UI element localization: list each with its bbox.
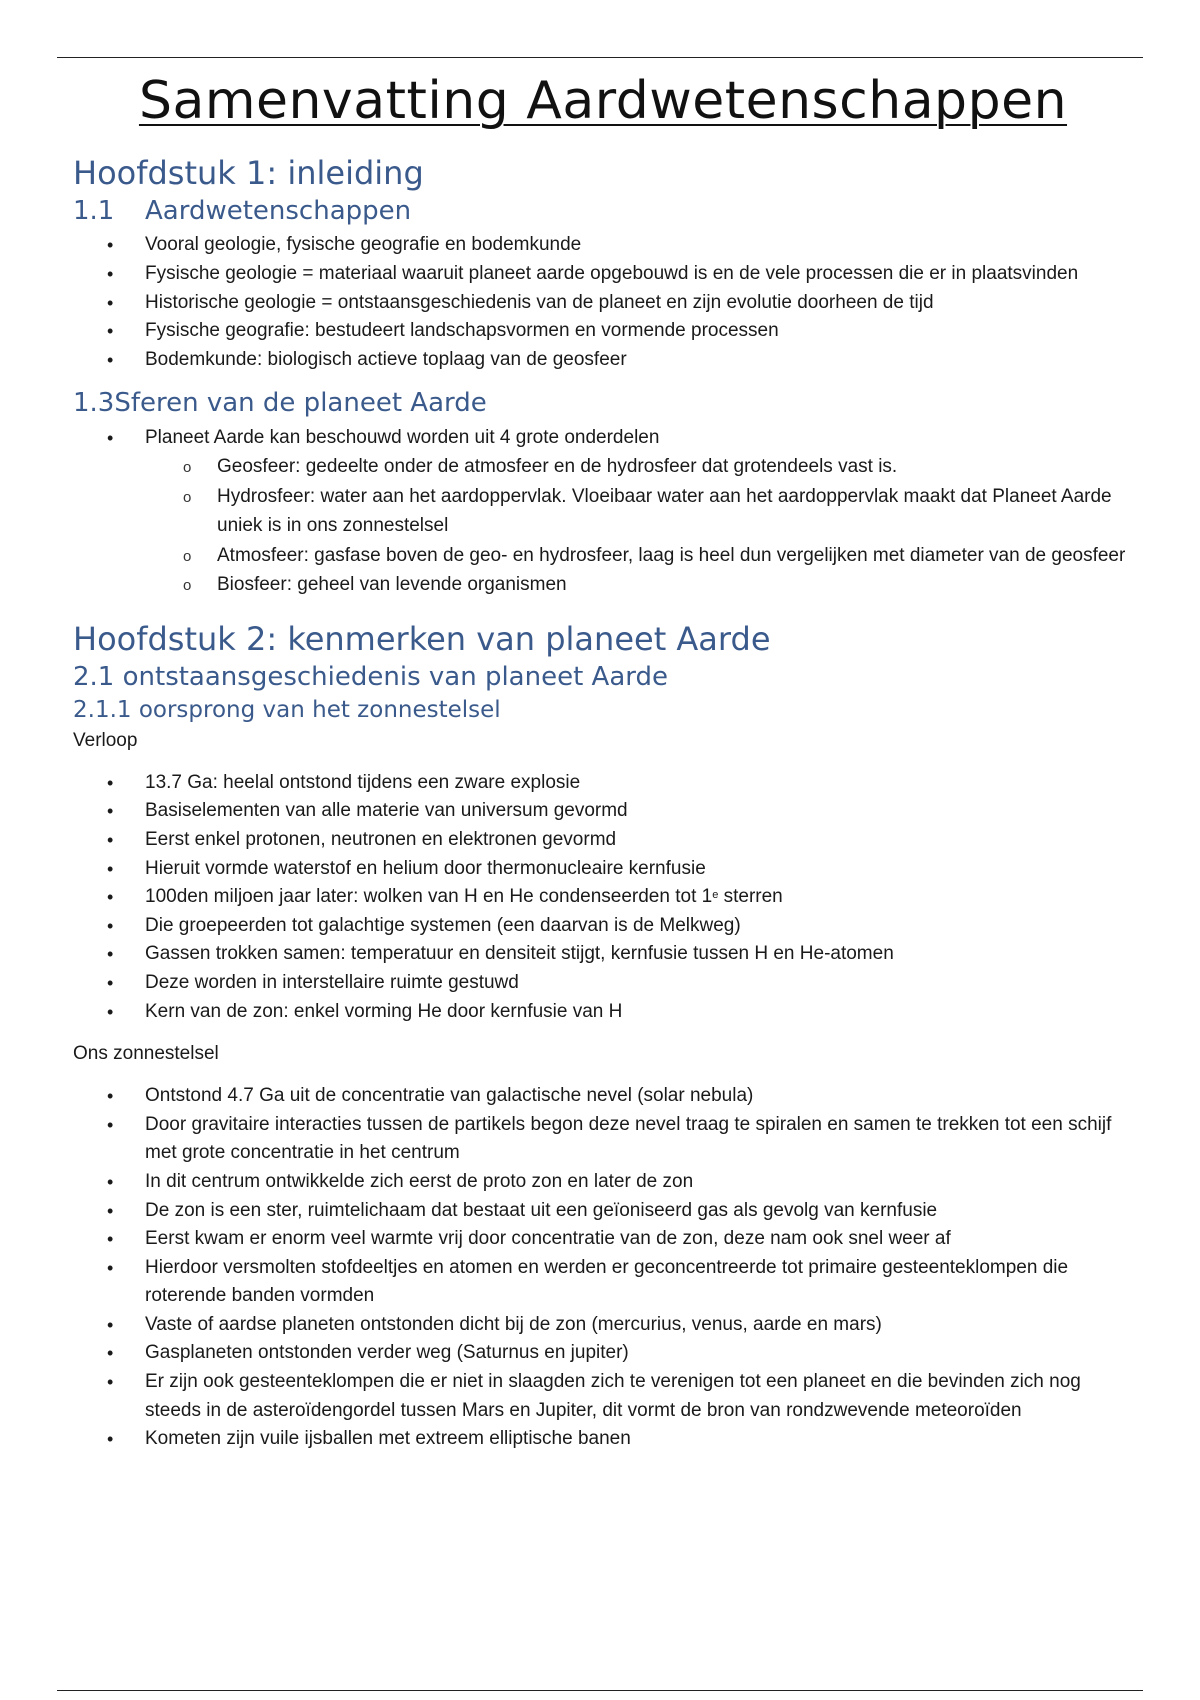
spheres-sublist [145,452,1133,600]
bullet-icon: • [107,1372,114,1393]
list-item: • 100den miljoen jaar later: wolken van H en He condenseerden tot 1e sterren [73,883,1133,912]
bullet-icon: • [107,1086,114,1107]
circle-bullet-icon: o [183,488,192,506]
section-1-3-heading: 1.3Sferen van de planeet Aarde [73,388,487,419]
circle-bullet-icon: o [183,547,192,565]
document-page [73,72,1133,1466]
list-item: • Door gravitaire interacties tussen de partikels begon deze nevel traag te spiralen en samen te trekken tot een schijf met grote concentratie in het centrum [73,1111,1133,1168]
bullet-icon: • [107,801,114,822]
ons-zonnestelsel-label: Ons zonnestelsel [73,1043,219,1065]
list-item: • 13.7 Ga: heelal ontstond tijdens een zware explosie [73,769,1133,798]
section-2-1-heading: 2.1 ontstaansgeschiedenis van planeet Aarde [73,662,668,693]
section-1-1-heading [73,196,1133,227]
bullet-icon: • [107,1200,114,1221]
list-item: • Vaste of aardse planeten ontstonden dicht bij de zon (mercurius, venus, aarde en mars) [73,1311,1133,1340]
list-item: • Bodemkunde: biologisch actieve toplaag van de geosfeer [73,346,1133,375]
list-item: • Die groepeerden tot galachtige systemen (een daarvan is de Melkweg) [73,912,1133,941]
list-item: • Eerst kwam er enorm veel warmte vrij door concentratie van de zon, deze nam ook snel weer af [73,1225,1133,1254]
bullet-icon: • [107,829,114,850]
section-1-3-list [73,424,1133,600]
list-item: • Kern van de zon: enkel vorming He door kernfusie van H [73,998,1133,1027]
bullet-icon: • [107,349,114,370]
bullet-icon: • [107,1229,114,1250]
bullet-icon: • [107,1171,114,1192]
bullet-icon: • [107,1343,114,1364]
verloop-list [73,769,1133,1026]
bullet-icon: • [107,915,114,936]
list-item: • Historische geologie = ontstaansgeschiedenis van de planeet en zijn evolutie doorheen de tijd [73,289,1133,318]
sublist-item: o Biosfeer: geheel van levende organismen [145,570,1133,600]
bullet-icon: • [107,972,114,993]
list-item: • Kometen zijn vuile ijsballen met extreem elliptische banen [73,1425,1133,1454]
list-item: • In dit centrum ontwikkelde zich eerst de proto zon en later de zon [73,1168,1133,1197]
list-item: • Hieruit vormde waterstof en helium door thermonucleaire kernfusie [73,855,1133,884]
bullet-icon: • [107,1114,114,1135]
list-item: • Vooral geologie, fysische geografie en bodemkunde [73,231,1133,260]
top-rule [57,57,1143,58]
bullet-icon: • [107,858,114,879]
list-item: • Planeet Aarde kan beschouwd worden uit 4 grote onderdelen o Geosfeer: gedeelte onder de atmosfeer en de hydrosfeer dat grotendeels vast is. o Hydrosfeer: water aan het aardoppervlak. Vloeibaar water aan het aardoppervlak maakt dat Planeet Aarde uniek is in ons zonnestelsel o Atmosfeer: gasfase boven de geo- en hydrosfeer, laag is heel dun vergelijken met diameter van de geosfeer o Biosfeer: geheel van levende organismen [73,424,1133,600]
bullet-icon: • [107,887,114,908]
list-item: • Hierdoor versmolten stofdeeltjes en atomen en werden er geconcentreerde tot primaire gesteenteklompen die roterende banden vormden [73,1254,1133,1311]
sublist-item: o Atmosfeer: gasfase boven de geo- en hydrosfeer, laag is heel dun vergelijken met diameter van de geosfeer [145,541,1133,571]
bullet-icon: • [107,321,114,342]
list-item: • De zon is een ster, ruimtelichaam dat bestaat uit een geïoniseerd gas als gevolg van kernfusie [73,1197,1133,1226]
document-title: Samenvatting Aardwetenschappen [138,71,1068,131]
section-2-1-1-heading: 2.1.1 oorsprong van het zonnestelsel [73,697,501,724]
list-item: • Fysische geografie: bestudeert landschapsvormen en vormende processen [73,317,1133,346]
circle-bullet-icon: o [183,459,192,477]
circle-bullet-icon: o [183,577,192,595]
list-item: • Ontstond 4.7 Ga uit de concentratie van galactische nevel (solar nebula) [73,1082,1133,1111]
chapter-2-heading: Hoofdstuk 2: kenmerken van planeet Aarde [73,619,771,658]
chapter-1-heading: Hoofdstuk 1: inleiding [73,153,424,192]
zonnestelsel-list [73,1082,1133,1454]
bullet-icon: • [107,235,114,256]
verloop-label: Verloop [73,729,138,751]
bullet-icon: • [107,1314,114,1335]
bottom-rule [57,1690,1143,1691]
bullet-icon: • [107,1257,114,1278]
bullet-icon: • [107,263,114,284]
bullet-icon: • [107,772,114,793]
list-item: • Er zijn ook gesteenteklompen die er niet in slaagden zich te verenigen tot een planeet en die bevinden zich nog steeds in de asteroïdengordel tussen Mars en Jupiter, dit vormt de bron van rondzwevende meteoroïden [73,1368,1133,1425]
list-item: • Eerst enkel protonen, neutronen en elektronen gevormd [73,826,1133,855]
list-item: • Fysische geologie = materiaal waaruit planeet aarde opgebouwd is en de vele processen die er in plaatsvinden [73,260,1133,289]
section-1-1-number: 1.1 [73,196,115,227]
list-item: • Gasplaneten ontstonden verder weg (Saturnus en jupiter) [73,1339,1133,1368]
bullet-icon: • [107,292,114,313]
sublist-item: o Geosfeer: gedeelte onder de atmosfeer en de hydrosfeer dat grotendeels vast is. [145,452,1133,482]
bullet-icon: • [107,427,114,448]
bullet-icon: • [107,1429,114,1450]
section-1-1-list [73,231,1133,374]
list-item: • Deze worden in interstellaire ruimte gestuwd [73,969,1133,998]
bullet-icon: • [107,1001,114,1022]
bullet-icon: • [107,944,114,965]
section-1-1-title: Aardwetenschappen [145,196,412,227]
list-item: • Basiselementen van alle materie van universum gevormd [73,797,1133,826]
list-item: • Gassen trokken samen: temperatuur en densiteit stijgt, kernfusie tussen H en He-atomen [73,940,1133,969]
sublist-item: o Hydrosfeer: water aan het aardoppervlak. Vloeibaar water aan het aardoppervlak maakt dat Planeet Aarde uniek is in ons zonnestelsel [145,482,1133,541]
